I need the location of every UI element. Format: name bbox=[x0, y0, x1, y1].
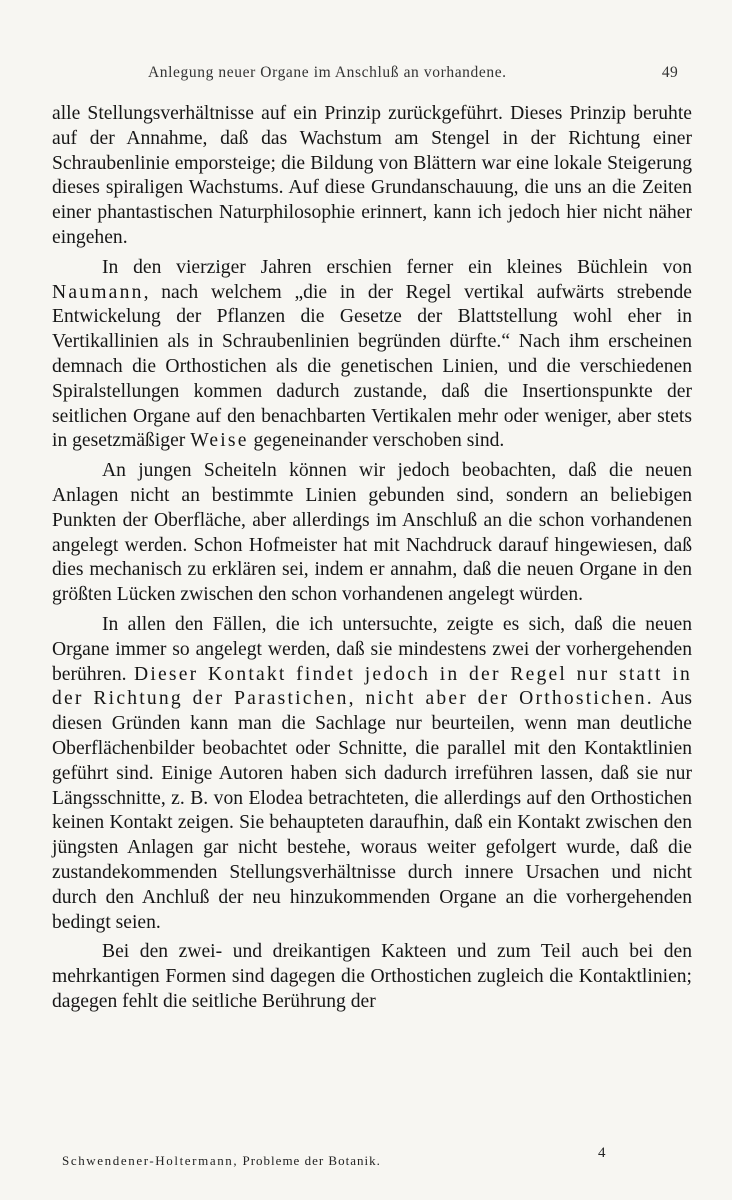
paragraph-4-part-a: In allen den Fällen, die ich untersuchte, zeigte es sich, daß die neuen Organe immer so angelegt werden, daß sie mindestens zwei der vorhergehenden berühren. bbox=[52, 613, 692, 685]
paragraph-2 bbox=[52, 256, 692, 454]
paragraph-2-part-a: In den vierziger Jahren erschien ferner ein kleines Büchlein von bbox=[102, 256, 692, 278]
page-header bbox=[52, 56, 692, 86]
page-footer bbox=[62, 1145, 692, 1167]
paragraph-3: An jungen Scheiteln können wir jedoch beobachten, daß die neuen Anlagen nicht an bestimmte Linien gebunden sind, sondern an beliebigen Punkten der Oberfläche, aber allerdings im Anschluß an die schon vorhandenen angelegt werden. Schon Hofmeister hat mit Nachdruck darauf hingewiesen, daß dies mechanisch zu erklären sei, indem er annahm, daß die neuen Organe in den größten Lücken zwischen den schon vorhandenen angelegt würden. bbox=[52, 460, 692, 606]
sheet-number: 4 bbox=[598, 1145, 606, 1161]
paragraph-4-part-b: Aus diesen Gründen kann man die Sachlage nur beurteilen, wenn man deutliche Oberflächenbilder beobachtet oder Schnitte, die parallel mit den Kontaktlinien geführt sind. Einige Autoren haben sich dadurch irreführen lassen, daß sie nur Längsschnitte, z. B. von Elodea betrachteten, die allerdings auf den Orthostichen keinen Kontakt zeigen. Sie behaupteten daraufhin, daß ein Kontakt zwischen den jüngsten Anlagen gar nicht bestehe, woraus weiter gefolgert wurde, daß die zustandekommenden Stellungsverhältnisse durch innere Ursachen und nicht durch den Anchluß der neu hinzukommenden Organe an die vorhergehenden bedingt seien. bbox=[52, 688, 692, 933]
running-title: Anlegung neuer Organe im Anschluß an vorhandene. bbox=[148, 64, 507, 81]
page-number: 49 bbox=[661, 64, 678, 81]
emphasis-kontakt-statement: Dieser Kontakt findet jedoch in der Regel nur statt in der Richtung der Parastichen, nicht aber der Orthostichen. bbox=[52, 663, 692, 710]
paragraph-4 bbox=[52, 613, 692, 935]
paragraph-2-part-c: gegeneinander verschoben sind. bbox=[248, 430, 505, 452]
signature-authors: Schwendener-Holtermann, bbox=[62, 1153, 239, 1168]
body-text bbox=[52, 102, 692, 1015]
paragraph-5: Bei den zwei- und dreikantigen Kakteen und zum Teil auch bei den mehrkantigen Formen sind dagegen die Orthostichen zugleich die Kontaktlinien; dagegen fehlt die seitliche Berührung der bbox=[52, 941, 692, 1012]
author-name-naumann: Naumann bbox=[52, 281, 144, 303]
paragraph-1: alle Stellungsverhältnisse auf ein Prinzip zurückgeführt. Dieses Prinzip beruhte auf der Annahme, daß das Wachstum am Stengel in der Richtung einer Schraubenlinie emporsteige; die Bildung von Blättern war eine lokale Steigerung dieses spiraligen Wachstums. Auf diese Grundanschauung, die uns an die Zeiten einer phantastischen Naturphilosophie erinnert, kann ich jedoch hier nicht näher eingehen. bbox=[52, 103, 692, 248]
emphasis-weise: Weise bbox=[190, 430, 249, 452]
printer-signature bbox=[62, 1153, 381, 1169]
paragraph-2-part-b: , nach welchem „die in der Regel vertikal aufwärts strebende Entwickelung der Pflanzen die Gesetze der Blattstellung wohl eher in Vertikallinien als in Schraubenlinien begründen dürfte.“ Nach ihm erscheinen demnach die Orthostichen als die genetischen Linien, und die verschiedenen Spiralstellungen kommen dadurch zustande, daß die Insertionspunkte der seitlichen Organe auf den benachbarten Vertikalen mehr oder weniger, aber stets in gesetzmäßiger bbox=[52, 281, 692, 452]
signature-title: Probleme der Botanik. bbox=[238, 1153, 381, 1168]
